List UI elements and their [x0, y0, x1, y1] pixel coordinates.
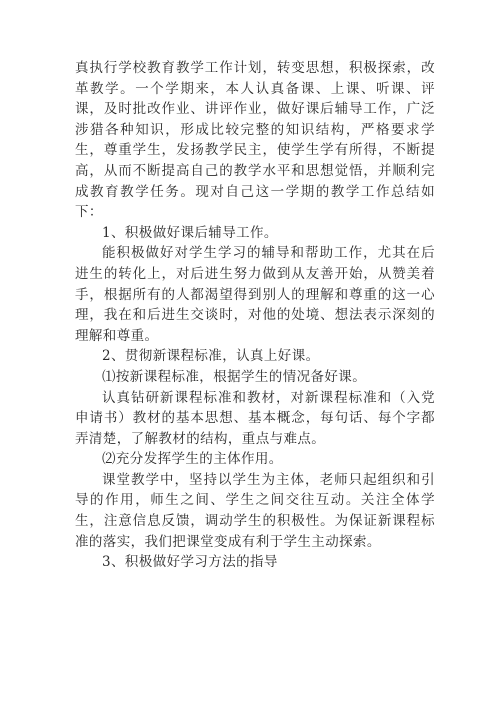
paragraph-section-1: 能积极做好对学生学习的辅导和帮助工作，尤其在后进生的转化上，对后进生努力做到从友善开始，从赞美着手，根据所有的人都渴望得到别人的理解和尊重的这一心理，我在和后进生交谈时，对他的处境、想法表示深刻的理解和尊重。	[75, 245, 435, 344]
subheading-2-2: ⑵充分发挥学生的主体作用。	[102, 451, 283, 468]
heading-section-1: 1、积极做好课后辅导工作。	[102, 224, 278, 241]
heading-section-3: 3、积极做好学习方法的指导	[102, 554, 278, 571]
paragraph-2-1: 认真钻研新课程标准和教材，对新课程标准和（入党申请书）教材的基本思想、基本概念，每句话、每个字都弄清楚，了解教材的结构，重点与难点。	[75, 389, 435, 447]
paragraph-intro: 真执行学校教育教学工作计划，转变思想，积极探索，改革教学。一个学期来，本人认真备课、上课、听课、评课，及时批改作业、讲评作业，做好课后辅导工作，广泛涉猎各种知识，形成比较完整的知识结构，严格要求学生，尊重学生，发扬教学民主，使学生学有所得，不断提高，从而不断提高自己的教学水平和思想觉悟，并顺利完成教育教学任务。现对自己这一学期的教学工作总结如下：	[75, 60, 435, 221]
document-body	[75, 58, 435, 573]
paragraph-2-2: 课堂教学中，坚持以学生为主体，老师只起组织和引导的作用，师生之间、学生之间交往互动。关注全体学生，注意信息反馈，调动学生的积极性。为保证新课程标准的落实，我们把课堂变成有利于学生主动探索。	[75, 471, 435, 550]
heading-section-2: 2、贯彻新课程标准，认真上好课。	[102, 348, 320, 365]
subheading-2-1: ⑴按新课程标准，根据学生的情况备好课。	[102, 368, 367, 385]
